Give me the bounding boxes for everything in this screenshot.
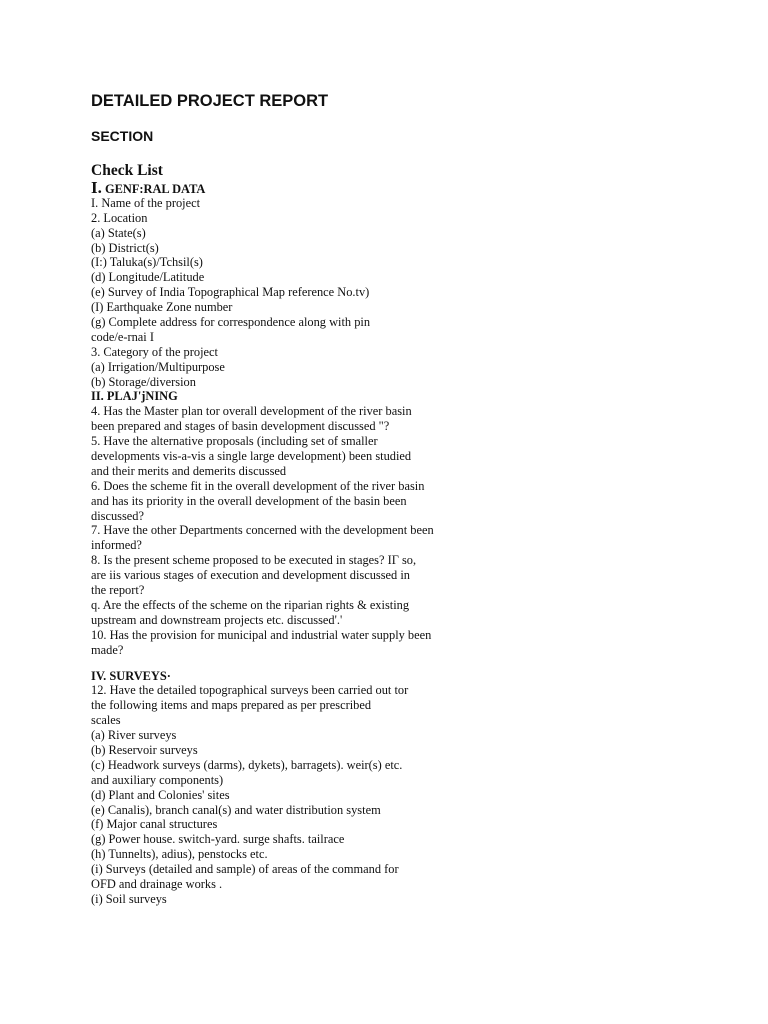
checklist-item: code/e-rnai I bbox=[91, 329, 154, 344]
checklist-item: the report? bbox=[91, 583, 145, 598]
checklist-item: I. Name of the project bbox=[91, 195, 201, 210]
checklist-item: 8. Is the present scheme proposed to be executed in stages? IΓ so, bbox=[91, 553, 417, 568]
checklist-item: (a) River surveys bbox=[91, 728, 177, 743]
checklist-item: (i) Surveys (detailed and sample) of areas of the command for bbox=[91, 862, 399, 877]
checklist-item: (i) Soil surveys bbox=[91, 891, 167, 906]
checklist-item: informed? bbox=[91, 538, 142, 553]
checklist-item: (b) District(s) bbox=[91, 240, 159, 255]
section-spacer bbox=[91, 658, 451, 669]
checklist-item: (c) Headwork surveys (darms), dykets), barragets). weir(s) etc. bbox=[91, 757, 403, 772]
checklist-item: (h) Tunnelts), adius), penstocks etc. bbox=[91, 847, 268, 862]
checklist-item: been prepared and stages of basin development discussed "? bbox=[91, 419, 390, 434]
checklist-item: and their merits and demerits discussed bbox=[91, 463, 287, 478]
checklist-item: (e) Canalis), branch canal(s) and water distribution system bbox=[91, 802, 381, 817]
checklist-item: (d) Plant and Colonies' sites bbox=[91, 787, 230, 802]
general-data-numeral: I. bbox=[91, 178, 102, 197]
checklist-item: discussed? bbox=[91, 508, 144, 523]
checklist-item: upstream and downstream projects etc. discussed'.' bbox=[91, 612, 343, 627]
page-title: DETAILED PROJECT REPORT bbox=[91, 92, 329, 110]
checklist-item: scales bbox=[91, 713, 121, 728]
checklist-item: 12. Have the detailed topographical surveys been carried out tor bbox=[91, 683, 409, 698]
checklist-item: (b) Storage/diversion bbox=[91, 374, 196, 389]
checklist-item: (b) Reservoir surveys bbox=[91, 742, 198, 757]
checklist-item: (a) State(s) bbox=[91, 225, 146, 240]
checklist-item: 2. Location bbox=[91, 210, 148, 225]
checklist-item: q. Are the effects of the scheme on the riparian rights & existing bbox=[91, 597, 410, 612]
checklist-item: (e) Survey of India Topographical Map reference No.tv) bbox=[91, 285, 370, 300]
checklist-body bbox=[91, 178, 451, 907]
checklist-item: 10. Has the provision for municipal and industrial water supply been bbox=[91, 627, 432, 642]
surveys-heading: IV. SURVEYS· bbox=[91, 668, 171, 683]
checklist-item: are iis various stages of execution and development discussed in bbox=[91, 568, 410, 583]
checklist-item: and has its priority in the overall development of the basin been bbox=[91, 493, 407, 508]
checklist-item: the following items and maps prepared as per prescribed bbox=[91, 698, 372, 713]
checklist-item: 7. Have the other Departments concerned with the development been bbox=[91, 523, 434, 538]
checklist-item: developments vis-a-vis a single large development) been studied bbox=[91, 449, 412, 464]
checklist-item: made? bbox=[91, 642, 124, 657]
checklist-item: and auxiliary components) bbox=[91, 772, 224, 787]
checklist-item: 5. Have the alternative proposals (including set of smaller bbox=[91, 434, 378, 449]
checklist-item: 4. Has the Master plan tor overall development of the river basin bbox=[91, 404, 412, 419]
checklist-item: (g) Complete address for correspondence along with pin bbox=[91, 315, 371, 330]
general-data-heading-text: GENF:RAL DATA bbox=[104, 182, 206, 196]
checklist-item: (f) Major canal structures bbox=[91, 817, 218, 832]
checklist-item: 3. Category of the project bbox=[91, 344, 218, 359]
planning-heading: II. PLAJ'jNING bbox=[91, 389, 178, 404]
checklist-item: (I:) Taluka(s)/Tchsil(s) bbox=[91, 255, 203, 270]
section-label: SECTION bbox=[91, 128, 154, 144]
checklist-item: (g) Power house. switch-yard. surge shafts. tailrace bbox=[91, 832, 345, 847]
checklist-item: 6. Does the scheme fit in the overall development of the river basin bbox=[91, 478, 425, 493]
checklist-item: (d) Longitude/Latitude bbox=[91, 270, 205, 285]
checklist-item: OFD and drainage works . bbox=[91, 876, 223, 891]
checklist-item: (I) Earthquake Zone number bbox=[91, 300, 233, 315]
general-data-heading bbox=[91, 178, 451, 197]
checklist-item: (a) Irrigation/Multipurpose bbox=[91, 359, 225, 374]
checklist-title: Check List bbox=[91, 162, 163, 179]
